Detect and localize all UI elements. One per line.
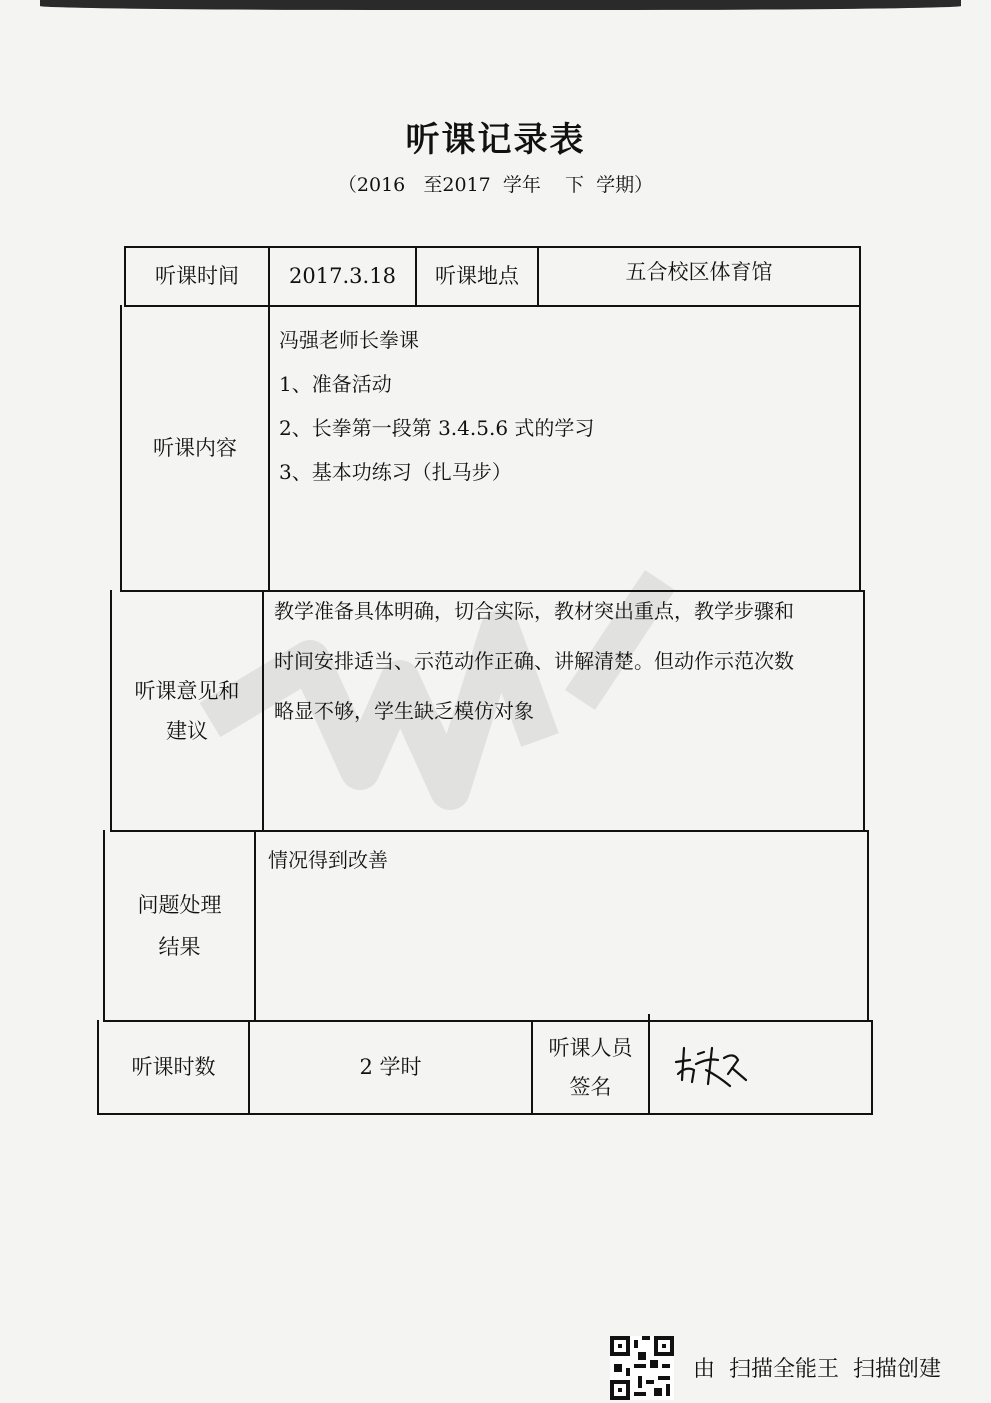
time-value: 2017.3.18	[289, 264, 396, 289]
result-label	[105, 832, 254, 1020]
opinion-text	[274, 586, 864, 736]
content-line: 冯强老师长拳课	[279, 328, 419, 352]
qr-code-icon	[610, 1336, 674, 1400]
signer-label	[533, 1022, 648, 1113]
place-label: 听课地点	[435, 264, 519, 289]
content-line: 3、基本功练习（扎马步）	[279, 460, 512, 484]
opinion-text-line: 教学准备具体明确，切合实际，教材突出重点，教学步骤和	[274, 599, 794, 623]
hours-label: 听课时数	[131, 1055, 216, 1080]
opinion-label	[112, 592, 262, 830]
content-label: 听课内容	[153, 436, 237, 461]
time-label: 听课时间	[155, 264, 239, 289]
document-title: 听课记录表	[405, 120, 586, 160]
signer-label-line1: 听课人员	[548, 1036, 633, 1061]
semester-subtitle: （2016 至2017 学年 下 学期）	[337, 174, 654, 196]
place-value: 五合校区体育馆	[625, 259, 773, 284]
result-text-block	[268, 838, 388, 882]
opinion-text-line: 略显不够，学生缺乏模仿对象	[274, 699, 534, 723]
opinion-label-line1: 听课意见和	[134, 678, 240, 703]
handwritten-signature	[668, 1040, 758, 1090]
content-list	[279, 318, 594, 494]
content-line: 1、准备活动	[279, 372, 392, 396]
result-label-line1: 问题处理	[137, 892, 222, 917]
content-line: 2、长拳第一段第 3.4.5.6 式的学习	[279, 416, 595, 440]
signer-label-line2: 签名	[569, 1074, 612, 1099]
scan-edge-shadow	[40, 0, 961, 10]
scanner-footer: 由 扫描全能王 扫描创建	[693, 1357, 941, 1382]
hours-value: 2 学时	[359, 1055, 422, 1080]
result-label-line2: 结果	[158, 935, 201, 959]
opinion-text-line: 时间安排适当、示范动作正确、讲解清楚。但动作示范次数	[274, 649, 794, 673]
opinion-label-line2: 建议	[166, 719, 208, 743]
result-text: 情况得到改善	[268, 848, 388, 872]
